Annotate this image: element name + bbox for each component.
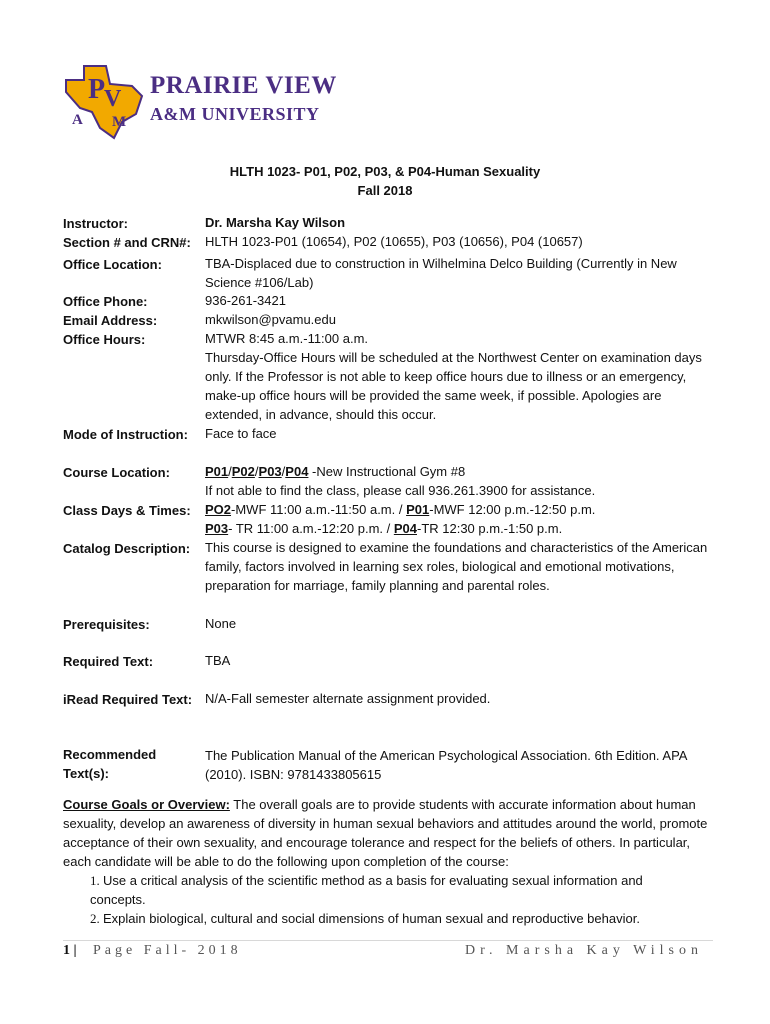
class-days-p04: P04 <box>393 521 417 536</box>
prereq-label: Prerequisites: <box>63 617 150 632</box>
section-value: HLTH 1023-P01 (10654), P02 (10655), P03 (10656), P04 (10657) <box>205 234 583 249</box>
catalog-label: Catalog Description: <box>63 541 191 556</box>
goal-item-1 <box>90 871 700 909</box>
section-p03: P03 <box>258 464 282 479</box>
pvamu-seal-icon <box>62 62 144 140</box>
sep-2: / <box>254 464 259 479</box>
course-title: HLTH 1023- P01, P02, P03, & P04-Human Sexuality <box>229 164 541 179</box>
section-label: Section # and CRN#: <box>63 235 191 250</box>
mode-value: Face to face <box>205 426 277 441</box>
section-p01: P01 <box>205 464 229 479</box>
class-days-p03: P03 <box>205 521 229 536</box>
instructor-value: Dr. Marsha Kay Wilson <box>205 215 346 230</box>
svg-text:A: A <box>72 112 83 128</box>
goal-number-2: 2. <box>90 911 100 926</box>
course-location-label: Course Location: <box>63 465 170 480</box>
class-days-line-2 <box>205 519 715 538</box>
class-days-po2-time: -MWF 11:00 a.m.-11:50 a.m. / <box>231 502 407 517</box>
office-hours-line-2: Thursday-Office Hours will be scheduled at the Northwest Center on examination days only. If the Professor is not able to keep office hours due to illness or an emergency, make-up office hours will be provided the same week, if possible. Apologies are extended, in advance, should this occur. <box>205 350 702 422</box>
page-number <box>63 943 77 959</box>
office-hours-label: Office Hours: <box>63 332 146 347</box>
page-footer <box>63 940 713 963</box>
email-value[interactable]: mkwilson@pvamu.edu <box>205 312 336 327</box>
svg-text:V: V <box>104 86 122 112</box>
office-location-value: TBA-Displaced due to construction in Wilhelmina Delco Building (Currently in New Science #106/Lab) <box>205 256 677 290</box>
recommended-label-2: Text(s): <box>63 766 109 781</box>
goal-item-2 <box>90 909 700 928</box>
office-phone-label: Office Phone: <box>63 294 148 309</box>
class-days-p03-time: - TR 11:00 a.m.-12:20 p.m. / <box>228 521 394 536</box>
course-goals-text: The overall goals are to provide students with accurate information about human sexuality, develop an awareness of diversity in human sexual behaviors and attitudes around the world, promote acceptance of their own sexuality, and encourage tolerance and respect for the beliefs of others. In particular, each candidate will be able to do the following upon completion of the course: <box>63 797 708 869</box>
svg-text:P: P <box>88 74 106 105</box>
goal-text-2: Explain biological, cultural and social dimensions of human sexual and reproductive behavior. <box>103 911 640 926</box>
office-hours-line-1: MTWR 8:45 a.m.-11:00 a.m. <box>205 331 369 346</box>
logo-line-1: PRAIRIE VIEW <box>150 72 337 99</box>
catalog-value: This course is designed to examine the foundations and characteristics of the American family, factors involved in learning sex roles, biological and emotional motivations, preparation for marriage, family planning and parental roles. <box>205 540 708 593</box>
iread-value: N/A-Fall semester alternate assignment provided. <box>205 691 491 706</box>
page-number-value: 1 <box>63 943 70 958</box>
class-days-p01: P01 <box>406 502 430 517</box>
page-separator: | <box>73 943 77 958</box>
logo-line-2: A&M UNIVERSITY <box>150 104 320 124</box>
mode-label: Mode of Instruction: <box>63 427 188 442</box>
class-days-line-1 <box>205 500 715 519</box>
course-location-text: -New Instructional Gym #8 <box>308 464 466 479</box>
svg-text:M: M <box>112 114 127 130</box>
instructor-label: Instructor: <box>63 216 128 231</box>
email-label: Email Address: <box>63 313 158 328</box>
page-term: Page Fall- 2018 <box>93 943 242 958</box>
goal-number-1: 1. <box>90 873 100 888</box>
recommended-label-1: Recommended <box>63 747 157 762</box>
class-days-value <box>205 500 715 538</box>
class-days-po2: PO2 <box>205 502 232 517</box>
course-location-line-2: If not able to find the class, please call 936.261.3900 for assistance. <box>205 483 596 498</box>
required-text-value: TBA <box>205 653 231 668</box>
course-term: Fall 2018 <box>357 183 413 198</box>
course-location-line-1 <box>205 462 715 481</box>
class-days-p01-time: -MWF 12:00 p.m.-12:50 p.m. <box>429 502 596 517</box>
course-goals-heading: Course Goals or Overview: <box>63 797 230 812</box>
section-p02: P02 <box>231 464 255 479</box>
office-location-label: Office Location: <box>63 257 162 272</box>
office-phone-value: 936-261-3421 <box>205 293 286 308</box>
required-text-label: Required Text: <box>63 654 154 669</box>
office-hours-value <box>205 329 715 424</box>
class-days-label: Class Days & Times: <box>63 503 191 518</box>
section-p04: P04 <box>285 464 309 479</box>
prereq-value: None <box>205 616 237 631</box>
class-days-p04-time: -TR 12:30 p.m.-1:50 p.m. <box>416 521 563 536</box>
course-location-value <box>205 462 715 500</box>
iread-label: iRead Required Text: <box>63 692 193 707</box>
course-goals <box>63 795 713 871</box>
university-logo <box>62 62 342 142</box>
recommended-value: The Publication Manual of the American Psychological Association. 6th Edition. APA (2010). ISBN: 9781433805615 <box>205 748 687 782</box>
goal-text-1: Use a critical analysis of the scientific method as a basis for evaluating sexual information and concepts. <box>90 873 643 907</box>
footer-author: Dr. Marsha Kay Wilson <box>465 943 703 958</box>
sep-3: / <box>281 464 286 479</box>
sep-1: / <box>228 464 232 479</box>
